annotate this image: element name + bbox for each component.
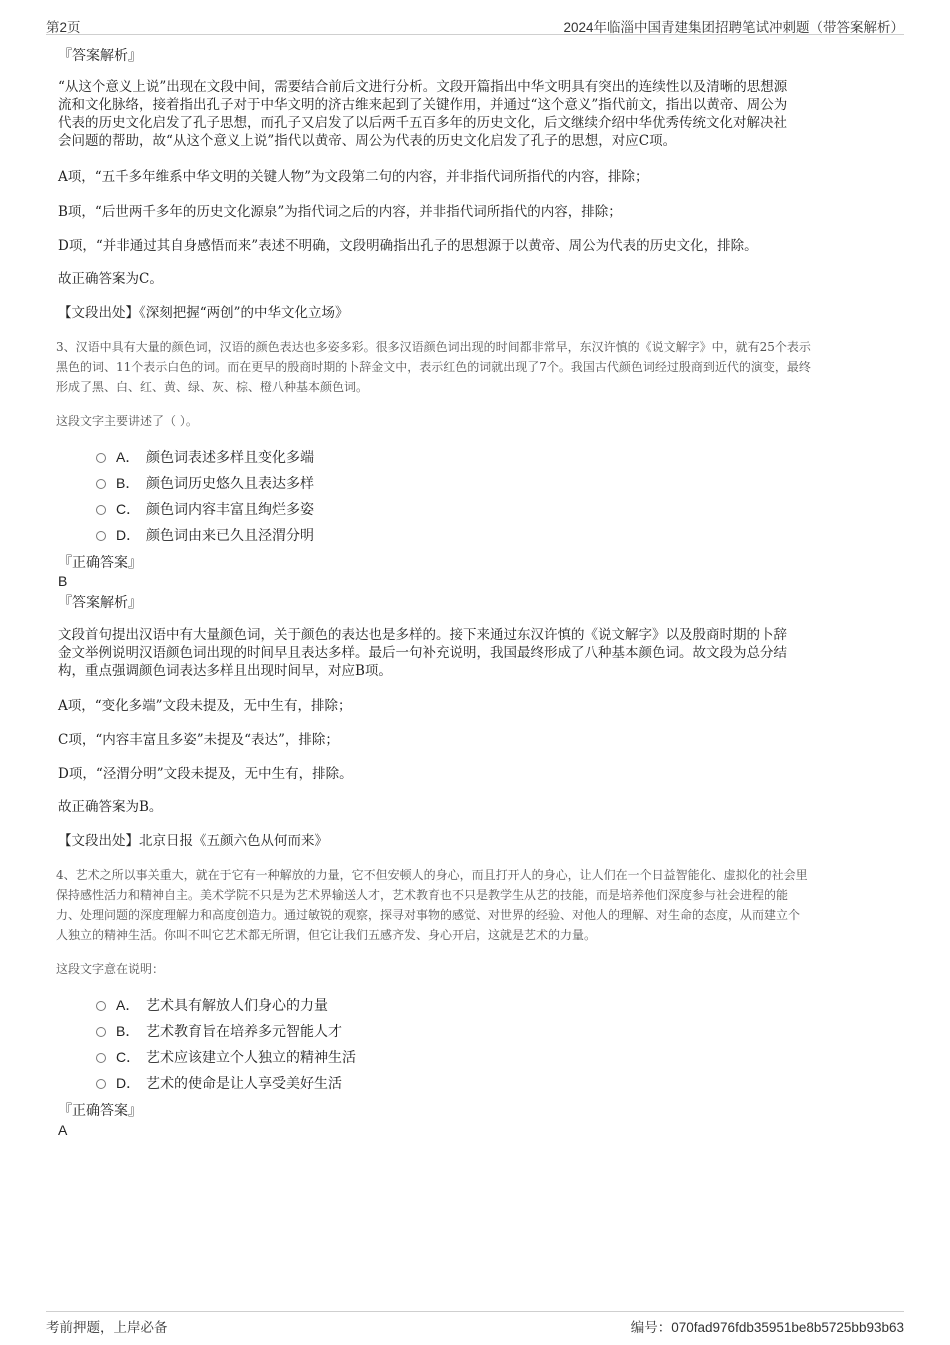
option-b-analysis: B项，“后世两千多年的历史文化源泉”为指代词之后的内容，并非指代词所指代的内容，排除；	[58, 204, 622, 220]
question-line: 人独立的精神生活。你叫不叫它艺术都无所谓，但它让我们五感齐发、身心开启，这就是艺术的力量。	[56, 928, 597, 942]
passage-source: 【文段出处】《深刻把握“两创”的中华文化立场》	[58, 305, 349, 321]
question-line: 形成了黑、白、红、黄、绿、灰、棕、橙八种基本颜色词。	[56, 380, 369, 394]
footer-slogan: 考前押题，上岸必备	[46, 1320, 168, 1335]
document-title: 2024年临淄中国青建集团招聘笔试冲刺题（带答案解析）	[563, 20, 904, 35]
passage-source: 【文段出处】北京日报《五颜六色从何而来》	[58, 833, 328, 849]
radio-button[interactable]	[96, 505, 106, 515]
analysis-line: 会问题的帮助，故“从这个意义上说”指代以黄帝、周公为代表的历史文化启发了孔子的思想，对应C项。	[58, 133, 677, 149]
correct-answer: A	[58, 1122, 68, 1138]
radio-button[interactable]	[96, 479, 106, 489]
analysis-line: 文段首句提出汉语中有大量颜色词，关于颜色的表达也是多样的。接下来通过东汉许慎的《说文解字》以及殷商时期的卜辞	[58, 627, 787, 643]
question-3-option-d[interactable]: D． 颜色词由来已久且泾渭分明	[96, 525, 314, 546]
option-d-analysis: D项，“泾渭分明”文段未提及，无中生有，排除。	[58, 766, 353, 782]
answer-conclusion: 故正确答案为C。	[58, 271, 163, 287]
question-3-stem: 这段文字主要讲述了（ ）。	[56, 414, 198, 428]
radio-button[interactable]	[96, 531, 106, 541]
option-a-analysis: A项，“五千多年维系中华文明的关键人物”为文段第二句的内容，并非指代词所指代的内容，排除；	[58, 169, 649, 185]
radio-button[interactable]	[96, 1001, 106, 1011]
question-4-text	[56, 865, 896, 945]
analysis-label: 『答案解析』	[58, 48, 142, 64]
page-header	[46, 14, 904, 35]
radio-button[interactable]	[96, 1053, 106, 1063]
question-3-option-b[interactable]: B． 颜色词历史悠久且表达多样	[96, 473, 314, 494]
radio-button[interactable]	[96, 453, 106, 463]
option-a-analysis: A项，“变化多端”文段未提及，无中生有，排除；	[58, 698, 352, 714]
question-line: 保持感性活力和精神自主。美术学院不只是为艺术界输送人才，艺术教育也不只是教学生从艺的技能，而是培养他们深度参与社会进程的能	[56, 888, 789, 902]
question-4-option-b[interactable]: B． 艺术教育旨在培养多元智能人才	[96, 1021, 342, 1042]
analysis-line: 代表的历史文化启发了孔子思想，而孔子又启发了以后两千五百多年的历史文化，后文继续介绍中华优秀传统文化对解决社	[58, 115, 787, 131]
question-3-option-c[interactable]: C． 颜色词内容丰富且绚烂多姿	[96, 499, 314, 520]
question-4-stem: 这段文字意在说明：	[56, 962, 165, 976]
question-4-option-a[interactable]: A． 艺术具有解放人们身心的力量	[96, 995, 328, 1016]
analysis-paragraph	[58, 78, 894, 150]
correct-answer-label: 『正确答案』	[58, 555, 142, 571]
question-line: 3、汉语中具有大量的颜色词，汉语的颜色表达也多姿多彩。很多汉语颜色词出现的时间都非常早，东汉许慎的《说文解字》中，就有25个表示	[56, 340, 811, 354]
analysis-paragraph	[58, 626, 894, 680]
question-line: 力、处理问题的深度理解力和高度创造力。通过敏锐的观察，探寻对事物的感觉、对世界的经验、对他人的理解、对生命的态度，从而建立个	[56, 908, 801, 922]
correct-answer: B	[58, 573, 68, 589]
analysis-label: 『答案解析』	[58, 595, 142, 611]
document-code: 编号：070fad976fdb35951be8b5725bb93b63	[630, 1320, 904, 1335]
analysis-line: 金文举例说明汉语颜色词出现的时间早且表达多样。最后一句补充说明，我国最终形成了八种基本颜色词。故文段为总分结	[58, 645, 787, 661]
question-3-text	[56, 337, 896, 397]
question-4-option-c[interactable]: C． 艺术应该建立个人独立的精神生活	[96, 1047, 356, 1068]
analysis-line: “从这个意义上说”出现在文段中间，需要结合前后文进行分析。文段开篇指出中华文明具有突出的连续性以及清晰的思想源	[58, 79, 788, 95]
question-3-option-a[interactable]: A． 颜色词表述多样且变化多端	[96, 447, 314, 468]
correct-answer-label: 『正确答案』	[58, 1103, 142, 1119]
analysis-line: 构，重点强调颜色词表达多样且出现时间早，对应B项。	[58, 663, 392, 679]
answer-conclusion: 故正确答案为B。	[58, 799, 163, 815]
question-4-option-d[interactable]: D． 艺术的使命是让人享受美好生活	[96, 1073, 342, 1094]
analysis-line: 流和文化脉络，接着指出孔子对于中华文明的济古维来起到了关键作用，并通过“这个意义”指代前文，指出以黄帝、周公为	[58, 97, 788, 113]
radio-button[interactable]	[96, 1027, 106, 1037]
option-d-analysis: D项，“并非通过其自身感悟而来”表述不明确，文段明确指出孔子的思想源于以黄帝、周公为代表的历史文化，排除。	[58, 238, 758, 254]
question-line: 黑色的词、11个表示白色的词。而在更早的殷商时期的卜辞金文中，表示红色的词就出现了7个。我国古代颜色词经过殷商到近代的演变，最终	[56, 360, 811, 374]
question-line: 4、艺术之所以事关重大，就在于它有一种解放的力量，它不但安顿人的身心，而且打开人的身心，让人们在一个日益智能化、虚拟化的社会里	[56, 868, 808, 882]
page-footer	[46, 1311, 904, 1334]
radio-button[interactable]	[96, 1079, 106, 1089]
option-c-analysis: C项，“内容丰富且多姿”未提及“表达”，排除；	[58, 732, 339, 748]
page-number: 第2页	[46, 20, 81, 35]
